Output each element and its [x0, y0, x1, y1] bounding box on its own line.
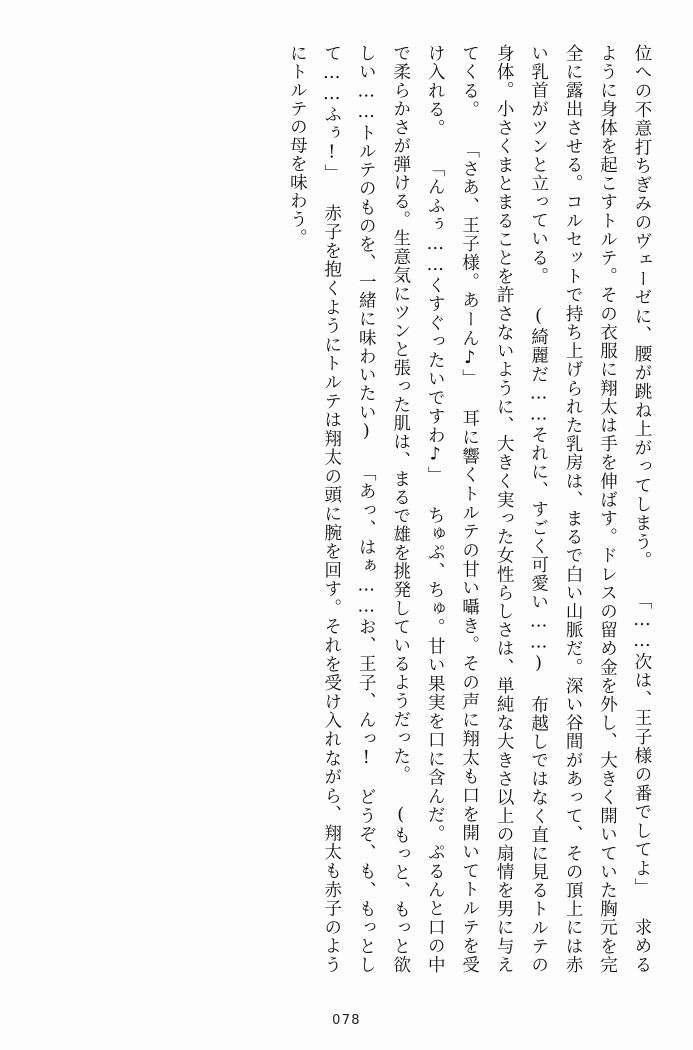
page-number: 078: [332, 1013, 361, 1028]
page-body-text: 位への不意打ちぎみのヴェーゼに、腰が跳ね上がってしまう。 「……次は、王子様の番でしてよ」 求めるように身体を起こすトルテ。その衣服に翔太は手を伸ばす。ドレスの留め金を外し、大きく開いていた胸元を完全に露出させる。コルセットで持ち上げられた乳房は、まるで白い山脈だ。深い谷間があって、その頂上には赤い乳首がツンと立っている。 (綺麗だ……それに、すごく可愛い……) 布越しではなく直に見るトルテの身体。小さくまとまることを許さないように、大きく実った女性らしさは、単純な大きさ以上の扇情を男に与えてくる。 「さあ、王子様。あーん♪」 耳に響くトルテの甘い囁き。その声に翔太も口を開いてトルテを受け入れる。 「んふぅ……くすぐったいですわ♪」 ちゅぷ、ちゅ。甘い果実を口に含んだ。ぷるんと口の中で柔らかさが弾ける。生意気にツンと張った肌は、まるで雄を挑発しているようだった。 (もっと、もっと欲しい……トルテのものを、一緒に味わいたい) 「あっ、はぁ……お、王子、んっ! どうぞ、も、もっとして……ふぅ!」 赤子を抱くようにトルテは翔太の頭に腕を回す。それを受け入れながら、翔太も赤子のようにトルテの母を味わう。: [287, 44, 652, 974]
